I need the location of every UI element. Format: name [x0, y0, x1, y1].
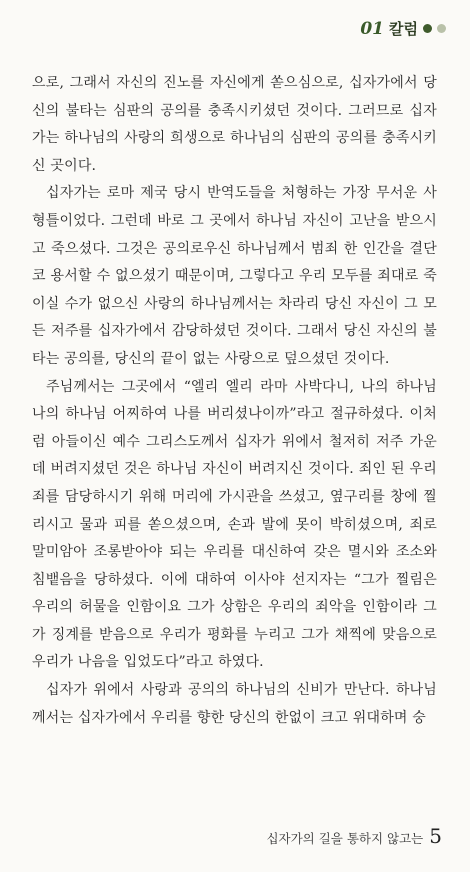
paragraph-4: 십자가 위에서 사랑과 공의의 하나님의 신비가 만난다. 하나님께서는 십자가에서 우리를 향한 당신의 한없이 크고 위대하며 숭 [32, 682, 437, 726]
paragraph-1: 으로, 그래서 자신의 진노를 자신에게 쏟으심으로, 십자가에서 당신의 불타는 심판의 공의를 충족시키셨던 것이다. 그러므로 십자가는 하나님의 사랑의 희생으로 하나님의 심판의 공의를 충족시키신 곳이다. [32, 75, 437, 174]
paragraph-2: 십자가는 로마 제국 당시 반역도들을 처형하는 가장 무서운 사형틀이었다. 그런데 바로 그 곳에서 하나님 자신이 고난을 받으시고 죽으셨다. 그것은 공의로우신 하나님께서 범죄 한 인간을 결단코 용서할 수 없으셨기 때문이며, 그렇다고 우리 모두를 죄대로 죽이실 수가 없으신 사랑의 하나님께서는 차라리 당신 자신이 그 모든 저주를 십자가에서 감당하셨던 것이다. 그래서 당신 자신의 불타는 공의를, 당신의 끝이 없는 사랑으로 덮으셨던 것이다. [32, 185, 437, 367]
section-number: 01 [360, 18, 385, 39]
body-text [32, 70, 437, 732]
book-title: 십자가의 길을 통하지 않고는 [266, 831, 424, 846]
dot-light-icon [437, 24, 446, 33]
page-header [360, 18, 446, 39]
paragraph-3: 주님께서는 그곳에서 “엘리 엘리 라마 사박다니, 나의 하나님 나의 하나님 어찌하여 나를 버리셨나이까”라고 절규하셨다. 이처럼 아들이신 예수 그리스도께서 십자가 위에서 철저히 저주 가운데 버려지셨던 것은 하나님 자신이 버려지신 것이다. 죄인 된 우리 죄를 담당하시기 위해 머리에 가시관을 쓰셨고, 옆구리를 창에 찔리시고 물과 피를 쏟으셨으며, 손과 발에 못이 박히셨으며, 죄로 말미암아 조롱받아야 되는 우리를 대신하여 갖은 멸시와 조소와 침뱉음을 당하셨다. 이에 대하여 이사야 선지자는 “그가 찔림은 우리의 허물을 인함이요 그가 상함은 우리의 죄악을 인함이라 그가 징계를 받음으로 우리가 평화를 누리고 그가 채찍에 맞음으로 우리가 나음을 입었도다”라고 하였다. [32, 378, 437, 671]
page-footer [266, 824, 442, 848]
section-title: 칼럼 [389, 20, 418, 38]
dot-dark-icon [423, 24, 432, 33]
page-number: 5 [429, 824, 442, 848]
